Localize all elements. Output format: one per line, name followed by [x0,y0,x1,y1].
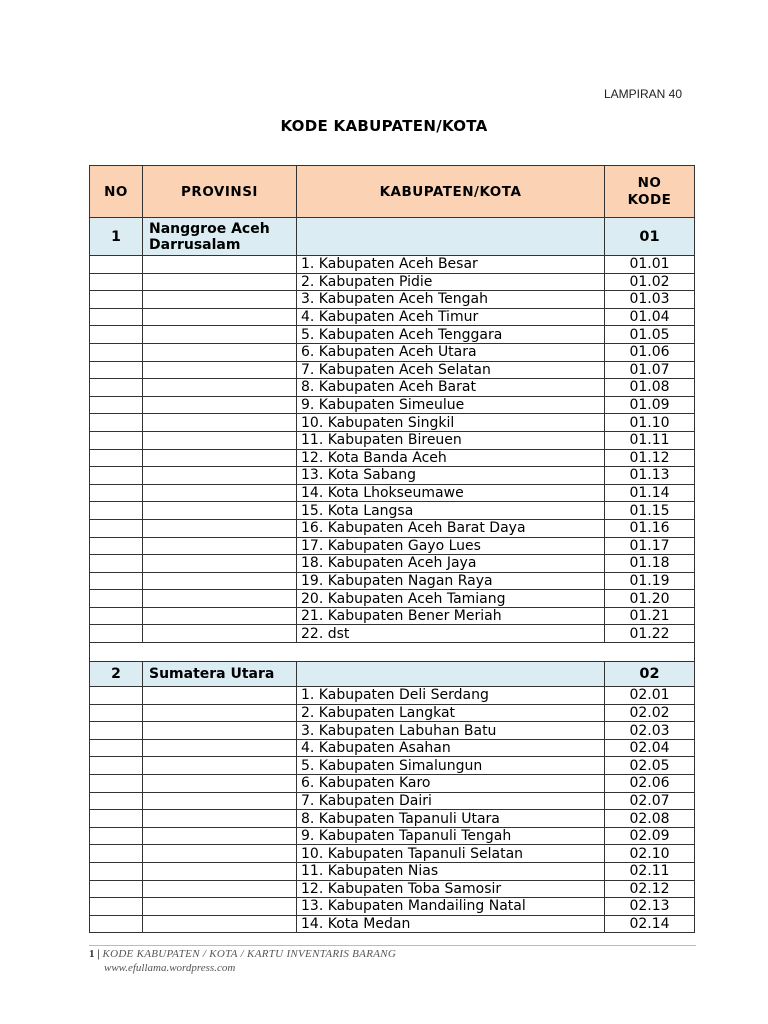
row-provinsi-cell [143,414,297,432]
table-row [90,739,695,757]
row-no-cell [90,537,143,555]
kabupaten-name: 16. Kabupaten Aceh Barat Daya [297,519,605,537]
row-no-cell [90,757,143,775]
row-provinsi-cell [143,775,297,793]
province-name: Sumatera Utara [143,662,297,687]
kabupaten-name: 15. Kota Langsa [297,502,605,520]
row-no-cell [90,792,143,810]
kabupaten-name: 5. Kabupaten Simalungun [297,757,605,775]
row-provinsi-cell [143,810,297,828]
kabupaten-kode: 01.19 [605,572,695,590]
row-no-cell [90,863,143,881]
table-row [90,502,695,520]
table-row [90,845,695,863]
kabupaten-kode: 01.07 [605,361,695,379]
row-provinsi-cell [143,537,297,555]
kabupaten-kode: 01.05 [605,326,695,344]
row-provinsi-cell [143,343,297,361]
kabupaten-name: 14. Kota Medan [297,915,605,933]
kabupaten-kode: 02.04 [605,739,695,757]
row-provinsi-cell [143,379,297,397]
column-header-kode: NO KODE [605,166,695,218]
footer-divider [89,945,696,946]
province-kode: 02 [605,662,695,687]
table-row [90,414,695,432]
row-no-cell [90,722,143,740]
row-no-cell [90,607,143,625]
province-kabupaten-cell [297,662,605,687]
table-row [90,607,695,625]
table-row [90,704,695,722]
row-provinsi-cell [143,502,297,520]
kabupaten-kode: 02.09 [605,827,695,845]
kabupaten-name: 5. Kabupaten Aceh Tenggara [297,326,605,344]
page-number: 1 | [89,948,100,960]
kabupaten-kode: 01.02 [605,273,695,291]
kabupaten-kode: 01.04 [605,308,695,326]
kabupaten-name: 10. Kabupaten Tapanuli Selatan [297,845,605,863]
row-provinsi-cell [143,739,297,757]
row-provinsi-cell [143,291,297,309]
appendix-label: LAMPIRAN 40 [604,87,683,101]
kabupaten-name: 8. Kabupaten Tapanuli Utara [297,810,605,828]
table-row [90,361,695,379]
row-no-cell [90,704,143,722]
kabupaten-name: 18. Kabupaten Aceh Jaya [297,555,605,573]
row-no-cell [90,590,143,608]
table-row [90,880,695,898]
row-provinsi-cell [143,467,297,485]
kabupaten-kode: 01.21 [605,607,695,625]
kabupaten-kode: 02.07 [605,792,695,810]
row-provinsi-cell [143,431,297,449]
row-no-cell [90,308,143,326]
row-no-cell [90,775,143,793]
table-header-row [90,166,695,218]
row-provinsi-cell [143,792,297,810]
kabupaten-kode: 01.20 [605,590,695,608]
kabupaten-kode: 02.02 [605,704,695,722]
table-row [90,308,695,326]
kode-table [89,165,695,933]
row-provinsi-cell [143,308,297,326]
footer-text: KODE KABUPATEN / KOTA / KARTU INVENTARIS BARANG [102,948,397,960]
row-no-cell [90,625,143,643]
row-provinsi-cell [143,449,297,467]
kabupaten-name: 4. Kabupaten Aceh Timur [297,308,605,326]
province-row [90,662,695,687]
table-row [90,326,695,344]
kabupaten-name: 6. Kabupaten Karo [297,775,605,793]
table-row [90,590,695,608]
row-no-cell [90,414,143,432]
kabupaten-name: 6. Kabupaten Aceh Utara [297,343,605,361]
row-provinsi-cell [143,484,297,502]
row-no-cell [90,845,143,863]
kabupaten-name: 12. Kota Banda Aceh [297,449,605,467]
kabupaten-kode: 01.09 [605,396,695,414]
row-no-cell [90,555,143,573]
row-no-cell [90,361,143,379]
row-provinsi-cell [143,590,297,608]
kabupaten-kode: 02.03 [605,722,695,740]
row-provinsi-cell [143,845,297,863]
table-row [90,273,695,291]
row-no-cell [90,739,143,757]
province-kode: 01 [605,218,695,256]
row-no-cell [90,898,143,916]
table-row [90,256,695,274]
table-row [90,810,695,828]
row-provinsi-cell [143,687,297,705]
row-provinsi-cell [143,704,297,722]
row-no-cell [90,502,143,520]
province-row [90,218,695,256]
province-kabupaten-cell [297,218,605,256]
column-header-kabupaten: KABUPATEN/KOTA [297,166,605,218]
kabupaten-name: 1. Kabupaten Aceh Besar [297,256,605,274]
kabupaten-kode: 02.08 [605,810,695,828]
row-provinsi-cell [143,555,297,573]
kabupaten-name: 10. Kabupaten Singkil [297,414,605,432]
table-row [90,572,695,590]
kabupaten-name: 13. Kabupaten Mandailing Natal [297,898,605,916]
kabupaten-kode: 02.06 [605,775,695,793]
kabupaten-kode: 01.12 [605,449,695,467]
kabupaten-name: 14. Kota Lhokseumawe [297,484,605,502]
table-row [90,792,695,810]
kabupaten-kode: 01.08 [605,379,695,397]
kabupaten-name: 8. Kabupaten Aceh Barat [297,379,605,397]
row-no-cell [90,396,143,414]
table-row [90,519,695,537]
row-provinsi-cell [143,757,297,775]
kabupaten-name: 9. Kabupaten Tapanuli Tengah [297,827,605,845]
province-no: 1 [90,218,143,256]
row-provinsi-cell [143,880,297,898]
table-row [90,555,695,573]
kabupaten-name: 2. Kabupaten Pidie [297,273,605,291]
row-provinsi-cell [143,607,297,625]
table-row [90,379,695,397]
row-provinsi-cell [143,326,297,344]
row-no-cell [90,326,143,344]
row-provinsi-cell [143,898,297,916]
row-no-cell [90,572,143,590]
kabupaten-name: 13. Kota Sabang [297,467,605,485]
row-provinsi-cell [143,396,297,414]
kabupaten-kode: 02.14 [605,915,695,933]
row-provinsi-cell [143,273,297,291]
column-header-provinsi: PROVINSI [143,166,297,218]
table-row [90,537,695,555]
row-provinsi-cell [143,361,297,379]
kabupaten-kode: 01.18 [605,555,695,573]
kabupaten-name: 17. Kabupaten Gayo Lues [297,537,605,555]
table-row [90,722,695,740]
table-row [90,449,695,467]
table-row [90,343,695,361]
kabupaten-name: 20. Kabupaten Aceh Tamiang [297,590,605,608]
kabupaten-name: 9. Kabupaten Simeulue [297,396,605,414]
province-no: 2 [90,662,143,687]
kabupaten-kode: 01.17 [605,537,695,555]
row-no-cell [90,880,143,898]
kabupaten-name: 1. Kabupaten Deli Serdang [297,687,605,705]
kabupaten-name: 12. Kabupaten Toba Samosir [297,880,605,898]
kabupaten-name: 2. Kabupaten Langkat [297,704,605,722]
row-provinsi-cell [143,625,297,643]
row-no-cell [90,687,143,705]
table-row [90,898,695,916]
row-provinsi-cell [143,863,297,881]
table-row [90,625,695,643]
row-provinsi-cell [143,722,297,740]
kabupaten-kode: 01.15 [605,502,695,520]
kabupaten-name: 4. Kabupaten Asahan [297,739,605,757]
kabupaten-kode: 02.11 [605,863,695,881]
kabupaten-name: 3. Kabupaten Labuhan Batu [297,722,605,740]
row-no-cell [90,379,143,397]
kabupaten-name: 11. Kabupaten Bireuen [297,431,605,449]
kabupaten-name: 7. Kabupaten Dairi [297,792,605,810]
table-body [90,218,695,933]
footer-website: www.efullama.wordpress.com [104,962,236,974]
kabupaten-name: 3. Kabupaten Aceh Tengah [297,291,605,309]
kabupaten-kode: 02.05 [605,757,695,775]
table-row [90,396,695,414]
table-row [90,484,695,502]
kabupaten-name: 19. Kabupaten Nagan Raya [297,572,605,590]
page-title: KODE KABUPATEN/KOTA [280,117,488,135]
row-no-cell [90,827,143,845]
table-row [90,915,695,933]
kabupaten-name: 11. Kabupaten Nias [297,863,605,881]
kabupaten-name: 21. Kabupaten Bener Meriah [297,607,605,625]
table-row [90,863,695,881]
kabupaten-kode: 01.10 [605,414,695,432]
kabupaten-name: 22. dst [297,625,605,643]
kabupaten-kode: 01.01 [605,256,695,274]
table-row [90,757,695,775]
row-provinsi-cell [143,827,297,845]
kabupaten-kode: 01.11 [605,431,695,449]
kabupaten-kode: 02.01 [605,687,695,705]
row-provinsi-cell [143,519,297,537]
row-provinsi-cell [143,256,297,274]
kabupaten-kode: 01.13 [605,467,695,485]
footer [89,948,396,960]
kabupaten-kode: 01.22 [605,625,695,643]
row-no-cell [90,291,143,309]
row-no-cell [90,343,143,361]
row-no-cell [90,810,143,828]
kabupaten-kode: 01.14 [605,484,695,502]
row-no-cell [90,449,143,467]
kabupaten-kode: 02.13 [605,898,695,916]
column-header-no: NO [90,166,143,218]
spacer-cell [90,643,695,662]
kabupaten-name: 7. Kabupaten Aceh Selatan [297,361,605,379]
kabupaten-kode: 02.10 [605,845,695,863]
table-row [90,431,695,449]
table-row [90,467,695,485]
kabupaten-kode: 01.16 [605,519,695,537]
row-provinsi-cell [143,915,297,933]
row-no-cell [90,519,143,537]
kabupaten-kode: 01.06 [605,343,695,361]
table-row [90,775,695,793]
kabupaten-kode: 02.12 [605,880,695,898]
row-no-cell [90,467,143,485]
table-row [90,687,695,705]
row-provinsi-cell [143,572,297,590]
row-no-cell [90,915,143,933]
kabupaten-kode: 01.03 [605,291,695,309]
row-no-cell [90,484,143,502]
province-name: Nanggroe Aceh Darrusalam [143,218,297,256]
row-no-cell [90,256,143,274]
row-no-cell [90,431,143,449]
spacer-row [90,643,695,662]
table-row [90,827,695,845]
row-no-cell [90,273,143,291]
table-row [90,291,695,309]
